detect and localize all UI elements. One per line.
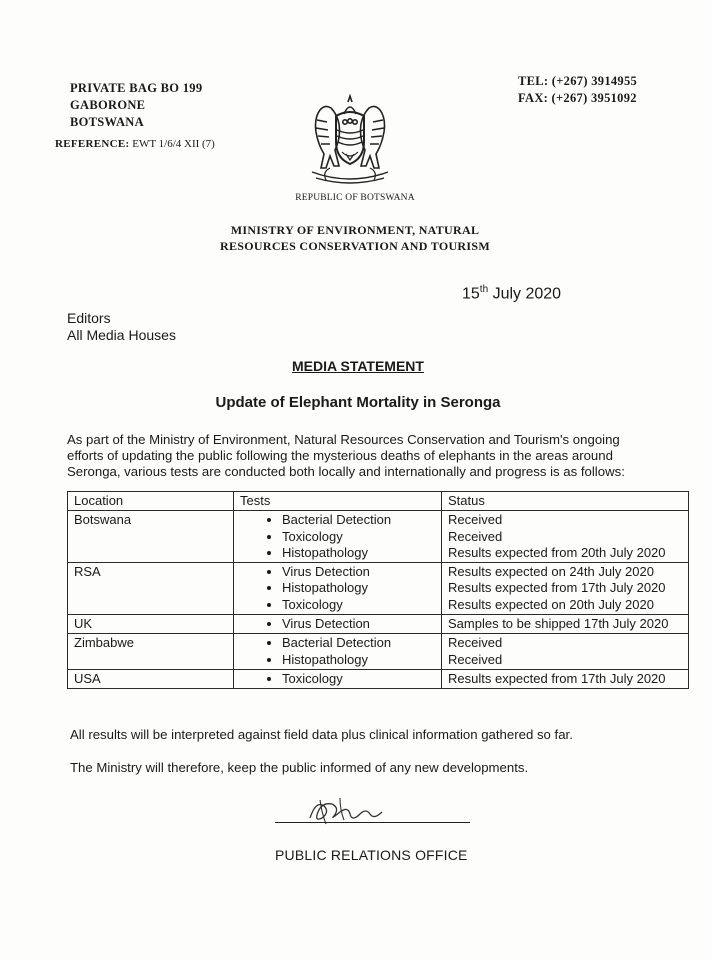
location-cell: Botswana: [68, 511, 234, 563]
status-line: Results expected from 20th July 2020: [448, 544, 666, 560]
recipient-line: Editors: [67, 310, 111, 326]
table-header-row: [68, 492, 689, 511]
signature-line: [275, 822, 470, 823]
contact-block: [518, 73, 637, 107]
test-item: • Bacterial Detection: [282, 512, 435, 528]
test-item: • Toxicology: [282, 529, 435, 545]
date-suffix: th: [479, 284, 489, 295]
status-cell: [442, 634, 689, 670]
status-line: Results expected from 17th July 2020: [448, 670, 666, 686]
status-cell: [442, 563, 689, 615]
tests-list: [240, 512, 435, 561]
ministry-name: [210, 222, 500, 254]
closing-paragraph: All results will be interpreted against field data plus clinical information gathered so far.: [70, 727, 573, 742]
test-results-table: [67, 491, 689, 689]
telephone: TEL: (+267) 3914955: [518, 74, 638, 88]
status-line: Results expected on 20th July 2020: [448, 596, 654, 612]
test-item: • Virus Detection: [282, 616, 435, 632]
statement-date: [462, 284, 561, 303]
tests-cell: [234, 634, 442, 670]
status-line: Received: [448, 512, 503, 528]
signatory: PUBLIC RELATIONS OFFICE: [275, 847, 468, 863]
tests-list: [240, 671, 435, 687]
address-line: PRIVATE BAG BO 199: [70, 81, 203, 95]
status-line: Results expected on 24th July 2020: [448, 564, 654, 580]
intro-paragraph: As part of the Ministry of Environment, Natural Resources Conservation and Tourism's ongoing efforts of updating the public following the mysterious deaths of elephants in the areas around Seronga, various tests are conducted both locally and internationally and progress is as follows:: [67, 432, 625, 479]
tests-cell: [234, 563, 442, 615]
header-status: Status: [442, 492, 689, 511]
sender-address: [70, 80, 202, 131]
date-rest: July 2020: [488, 285, 562, 303]
crest-caption: REPUBLIC OF BOTSWANA: [295, 193, 415, 203]
status-line: Samples to be shipped 17th July 2020: [448, 616, 669, 632]
test-item: • Histopathology: [282, 652, 435, 668]
tests-cell: [234, 511, 442, 563]
fax: FAX: (+267) 3951092: [518, 91, 637, 105]
location-cell: Zimbabwe: [68, 634, 234, 670]
status-line: Results expected from 17th July 2020: [448, 580, 666, 596]
header-tests: Tests: [234, 492, 442, 511]
reference-label: REFERENCE:: [55, 138, 130, 150]
status-cell: [442, 669, 689, 688]
signature-icon: [300, 790, 390, 830]
table-row: [68, 511, 689, 563]
tests-list: [240, 635, 435, 668]
reference-value: EWT 1/6/4 XII (7): [132, 138, 215, 150]
test-item: • Toxicology: [282, 671, 435, 687]
table-row: [68, 615, 689, 634]
status-line: Received: [448, 651, 503, 667]
test-item: • Toxicology: [282, 597, 435, 613]
test-item: • Virus Detection: [282, 564, 435, 580]
test-item: • Histopathology: [282, 580, 435, 596]
tests-list: [240, 616, 435, 632]
address-line: BOTSWANA: [70, 115, 144, 129]
location-cell: RSA: [68, 563, 234, 615]
header-location: Location: [68, 492, 234, 511]
location-cell: USA: [68, 669, 234, 688]
status-line: Received: [448, 528, 503, 544]
reference: [55, 138, 215, 150]
coat-of-arms-icon: [290, 90, 410, 190]
document-subtitle: Update of Elephant Mortality in Seronga: [215, 394, 501, 411]
tests-cell: [234, 669, 442, 688]
address-line: GABORONE: [70, 98, 146, 112]
table-row: [68, 634, 689, 670]
recipient-line: All Media Houses: [67, 327, 176, 343]
date-day: 15: [462, 285, 480, 303]
test-item: • Histopathology: [282, 545, 435, 561]
status-cell: [442, 615, 689, 634]
document-heading: MEDIA STATEMENT: [292, 358, 424, 374]
location-cell: UK: [68, 615, 234, 634]
tests-list: [240, 564, 435, 613]
table-row: [68, 669, 689, 688]
ministry-line: MINISTRY OF ENVIRONMENT, NATURAL: [230, 223, 480, 237]
closing-paragraph: The Ministry will therefore, keep the public informed of any new developments.: [70, 760, 529, 775]
tests-cell: [234, 615, 442, 634]
table-row: [68, 563, 689, 615]
test-item: • Bacterial Detection: [282, 635, 435, 651]
status-cell: [442, 511, 689, 563]
status-line: Received: [448, 635, 503, 651]
recipients: [67, 310, 176, 344]
ministry-line: RESOURCES CONSERVATION AND TOURISM: [220, 239, 490, 253]
